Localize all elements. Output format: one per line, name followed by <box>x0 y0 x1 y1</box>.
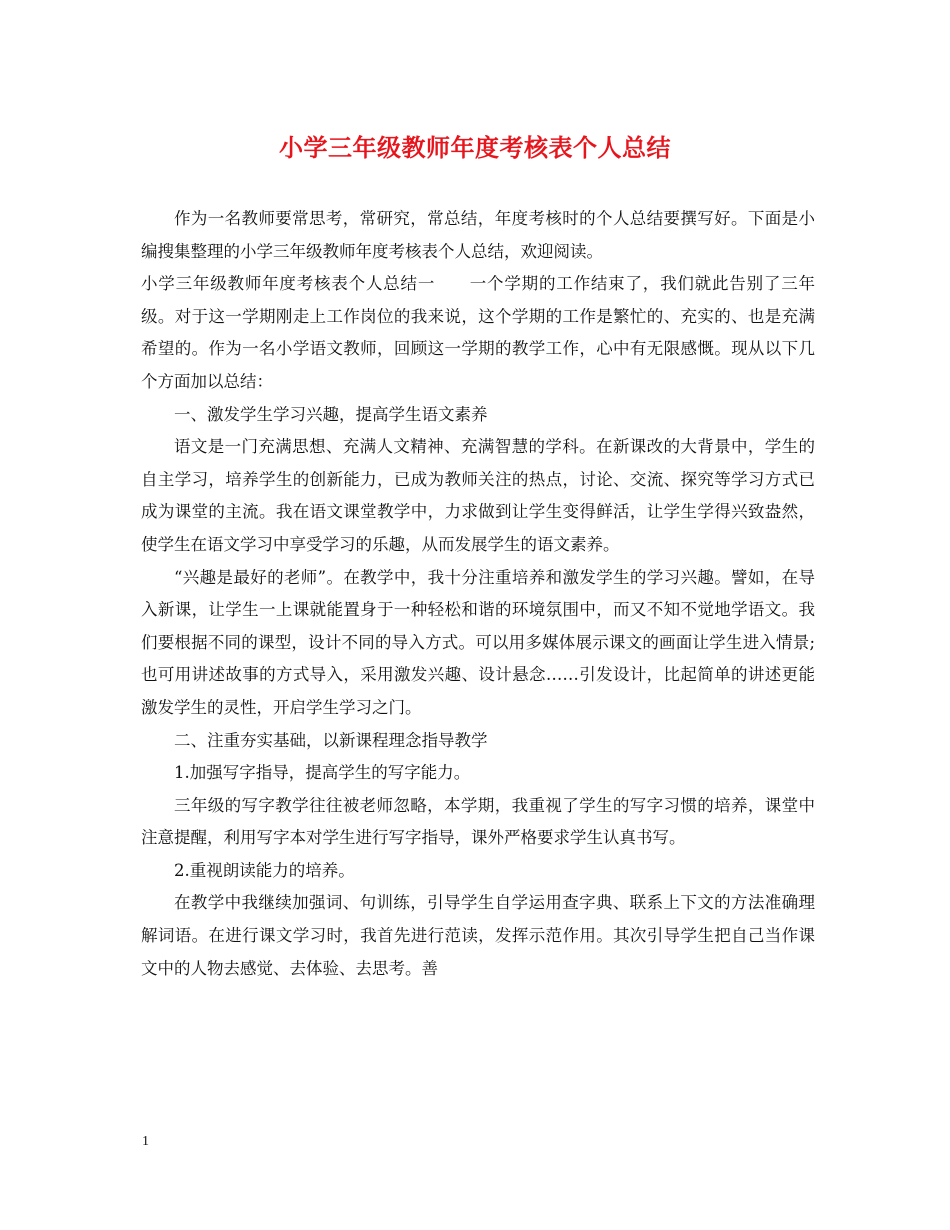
subsection-heading: 1.加强写字指导，提高学生的写字能力。 <box>174 763 471 783</box>
page-number: 1 <box>142 1134 149 1149</box>
paragraph: 小学三年级教师年度考核表个人总结一 一个学期的工作结束了，我们就此告别了三年级。对于这一学期刚走上工作岗位的我来说，这个学期的工作是繁忙的、充实的、也是充满希望的。作为一名小学语文教师，回顾这一学期的教学工作，心中有无限感慨。现从以下几个方面加以总结： <box>141 274 815 391</box>
paragraph: “兴趣是最好的老师”。在教学中，我十分注重培养和激发学生的学习兴趣。譬如，在导入新课，让学生一上课就能置身于一种轻松和谐的环境氛围中，而又不知不觉地学语文。我们要根据不同的课型，设计不同的导入方式。可以用多媒体展示课文的画面让学生进入情景;也可用讲述故事的方式导入，采用激发兴趣、设计悬念……引发设计，比起简单的讲述更能激发学生的灵性，开启学生学习之门。 <box>141 567 815 717</box>
section-heading: 二、注重夯实基础，以新课程理念指导教学 <box>174 730 488 750</box>
paragraph: 语文是一门充满思想、充满人文精神、充满智慧的学科。在新课改的大背景中，学生的自主学习，培养学生的创新能力，已成为教师关注的热点，讨论、交流、探究等学习方式已成为课堂的主流。我在语文课堂教学中，力求做到让学生变得鲜活，让学生学得兴致盎然，使学生在语文学习中享受学习的乐趣，从而发展学生的语文素养。 <box>141 437 815 554</box>
paragraph: 三年级的写字教学往往被老师忽略，本学期，我重视了学生的写字习惯的培养，课堂中注意提醒，利用写字本对学生进行写字指导，课外严格要求学生认真书写。 <box>141 795 815 848</box>
document-title: 小学三年级教师年度考核表个人总结 <box>279 133 671 162</box>
section-heading: 一、激发学生学习兴趣，提高学生语文素养 <box>174 404 488 424</box>
paragraph: 在教学中我继续加强词、句训练，引导学生自学运用查字典、联系上下文的方法准确理解词语。在进行课文学习时，我首先进行范读，发挥示范作用。其次引导学生把自己当作课文中的人物去感觉、去体验、去思考。善 <box>141 893 815 978</box>
subsection-heading: 2.重视朗读能力的培养。 <box>174 860 355 880</box>
document-body <box>141 203 815 985</box>
paragraph: 作为一名教师要常思考，常研究，常总结，年度考核时的个人总结要撰写好。下面是小编搜集整理的小学三年级教师年度考核表个人总结，欢迎阅读。 <box>141 209 815 261</box>
